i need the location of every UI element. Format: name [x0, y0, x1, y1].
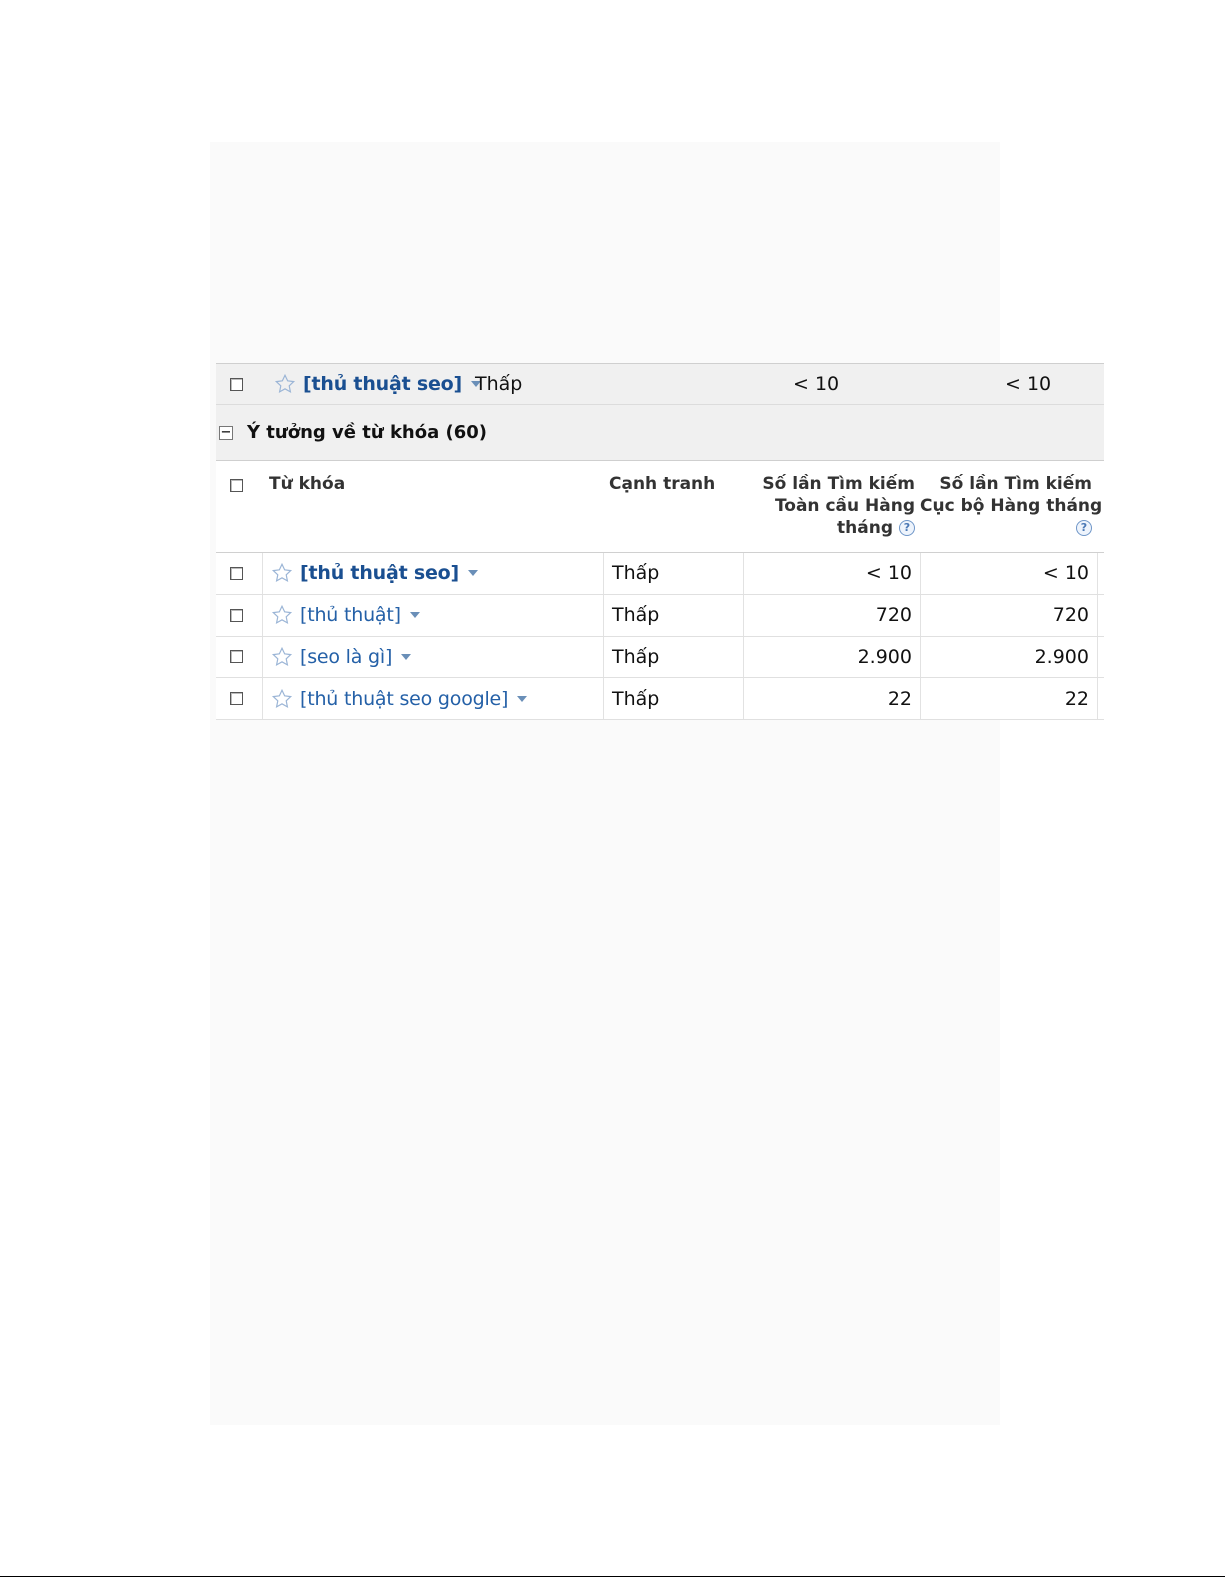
global-searches-cell: 720	[875, 604, 912, 627]
searched-keyword-local-searches: < 10	[1005, 373, 1052, 395]
checkbox-icon[interactable]	[230, 650, 243, 663]
column-header-local-searches[interactable]	[920, 461, 1103, 552]
local-searches-cell: < 10	[1042, 562, 1089, 585]
table-row	[216, 678, 1104, 720]
column-divider	[603, 553, 604, 594]
checkbox-icon[interactable]	[230, 609, 243, 622]
column-divider	[743, 678, 744, 719]
column-divider	[1097, 678, 1098, 719]
column-divider	[920, 637, 921, 678]
checkbox-icon[interactable]	[230, 692, 243, 705]
help-question-icon[interactable]: ?	[899, 520, 915, 536]
global-header-line2: Toàn cầu Hàng	[774, 496, 915, 516]
global-searches-cell: 22	[887, 687, 912, 710]
column-divider	[262, 553, 263, 594]
column-divider	[920, 595, 921, 636]
local-searches-cell: 2.900	[1034, 645, 1089, 668]
column-divider	[603, 637, 604, 678]
global-header-line3: tháng	[837, 518, 893, 538]
checkbox-icon[interactable]	[230, 567, 243, 580]
row-checkbox[interactable]	[230, 595, 243, 636]
global-header-line1: Số lần Tìm kiếm	[762, 474, 915, 494]
local-header-line2: Cục bộ Hàng tháng	[920, 496, 1103, 516]
column-header-global-searches[interactable]	[746, 461, 915, 552]
star-outline-icon[interactable]	[271, 646, 293, 668]
row-checkbox[interactable]	[230, 637, 243, 678]
local-searches-cell: 22	[1064, 687, 1089, 710]
section-title: Ý tưởng về từ khóa (60)	[247, 422, 488, 443]
keyword-link[interactable]: [seo là gì]	[300, 645, 393, 668]
column-divider	[603, 678, 604, 719]
keyword-link[interactable]: [thủ thuật seo google]	[300, 687, 509, 710]
help-question-icon[interactable]: ?	[1076, 520, 1092, 536]
searched-keyword-competition: Thấp	[475, 373, 523, 395]
keyword-link[interactable]: [thủ thuật seo]	[300, 562, 460, 585]
searched-keyword-global-searches: < 10	[793, 373, 840, 395]
column-divider	[1097, 553, 1098, 594]
row-checkbox[interactable]	[230, 553, 243, 594]
local-header-line1: Số lần Tìm kiếm	[939, 474, 1092, 494]
table-row	[216, 637, 1104, 679]
searched-keyword-link[interactable]: [thủ thuật seo]	[303, 373, 463, 395]
column-divider	[262, 595, 263, 636]
column-header-keyword[interactable]: Từ khóa	[269, 474, 346, 494]
keyword-rows	[216, 553, 1104, 720]
column-header-row	[216, 461, 1104, 553]
column-header-competition[interactable]: Cạnh tranh	[609, 474, 716, 494]
column-divider	[1097, 637, 1098, 678]
global-searches-cell: < 10	[865, 562, 912, 585]
column-divider	[920, 553, 921, 594]
checkbox-icon[interactable]	[230, 479, 243, 492]
select-all-checkbox[interactable]	[230, 461, 243, 552]
dropdown-arrow-icon[interactable]	[517, 696, 527, 702]
column-divider	[1097, 595, 1098, 636]
row-checkbox[interactable]	[230, 678, 243, 719]
competition-cell: Thấp	[612, 687, 660, 710]
table-row	[216, 553, 1104, 595]
searched-keyword-checkbox[interactable]	[230, 364, 243, 404]
keyword-table	[216, 363, 1104, 720]
column-divider	[262, 678, 263, 719]
document-page-panel	[210, 142, 1000, 1425]
star-outline-icon[interactable]	[274, 373, 296, 395]
keyword-ideas-section-header	[216, 405, 1104, 461]
column-divider	[743, 595, 744, 636]
dropdown-arrow-icon[interactable]	[410, 612, 420, 618]
global-searches-cell: 2.900	[857, 645, 912, 668]
competition-cell: Thấp	[612, 604, 660, 627]
column-divider	[262, 637, 263, 678]
dropdown-arrow-icon[interactable]	[401, 654, 411, 660]
page-bottom-rule	[0, 1576, 1225, 1577]
collapse-minus-icon[interactable]: −	[220, 424, 232, 440]
column-divider	[920, 678, 921, 719]
star-outline-icon[interactable]	[271, 688, 293, 710]
column-divider	[743, 553, 744, 594]
column-divider	[603, 595, 604, 636]
star-outline-icon[interactable]	[271, 604, 293, 626]
checkbox-icon[interactable]	[230, 378, 243, 391]
dropdown-arrow-icon[interactable]	[468, 570, 478, 576]
local-searches-cell: 720	[1052, 604, 1089, 627]
star-outline-icon[interactable]	[271, 562, 293, 584]
table-row	[216, 595, 1104, 637]
keyword-link[interactable]: [thủ thuật]	[300, 604, 401, 627]
column-divider	[743, 637, 744, 678]
competition-cell: Thấp	[612, 562, 660, 585]
competition-cell: Thấp	[612, 645, 660, 668]
searched-keyword-row	[216, 363, 1104, 405]
